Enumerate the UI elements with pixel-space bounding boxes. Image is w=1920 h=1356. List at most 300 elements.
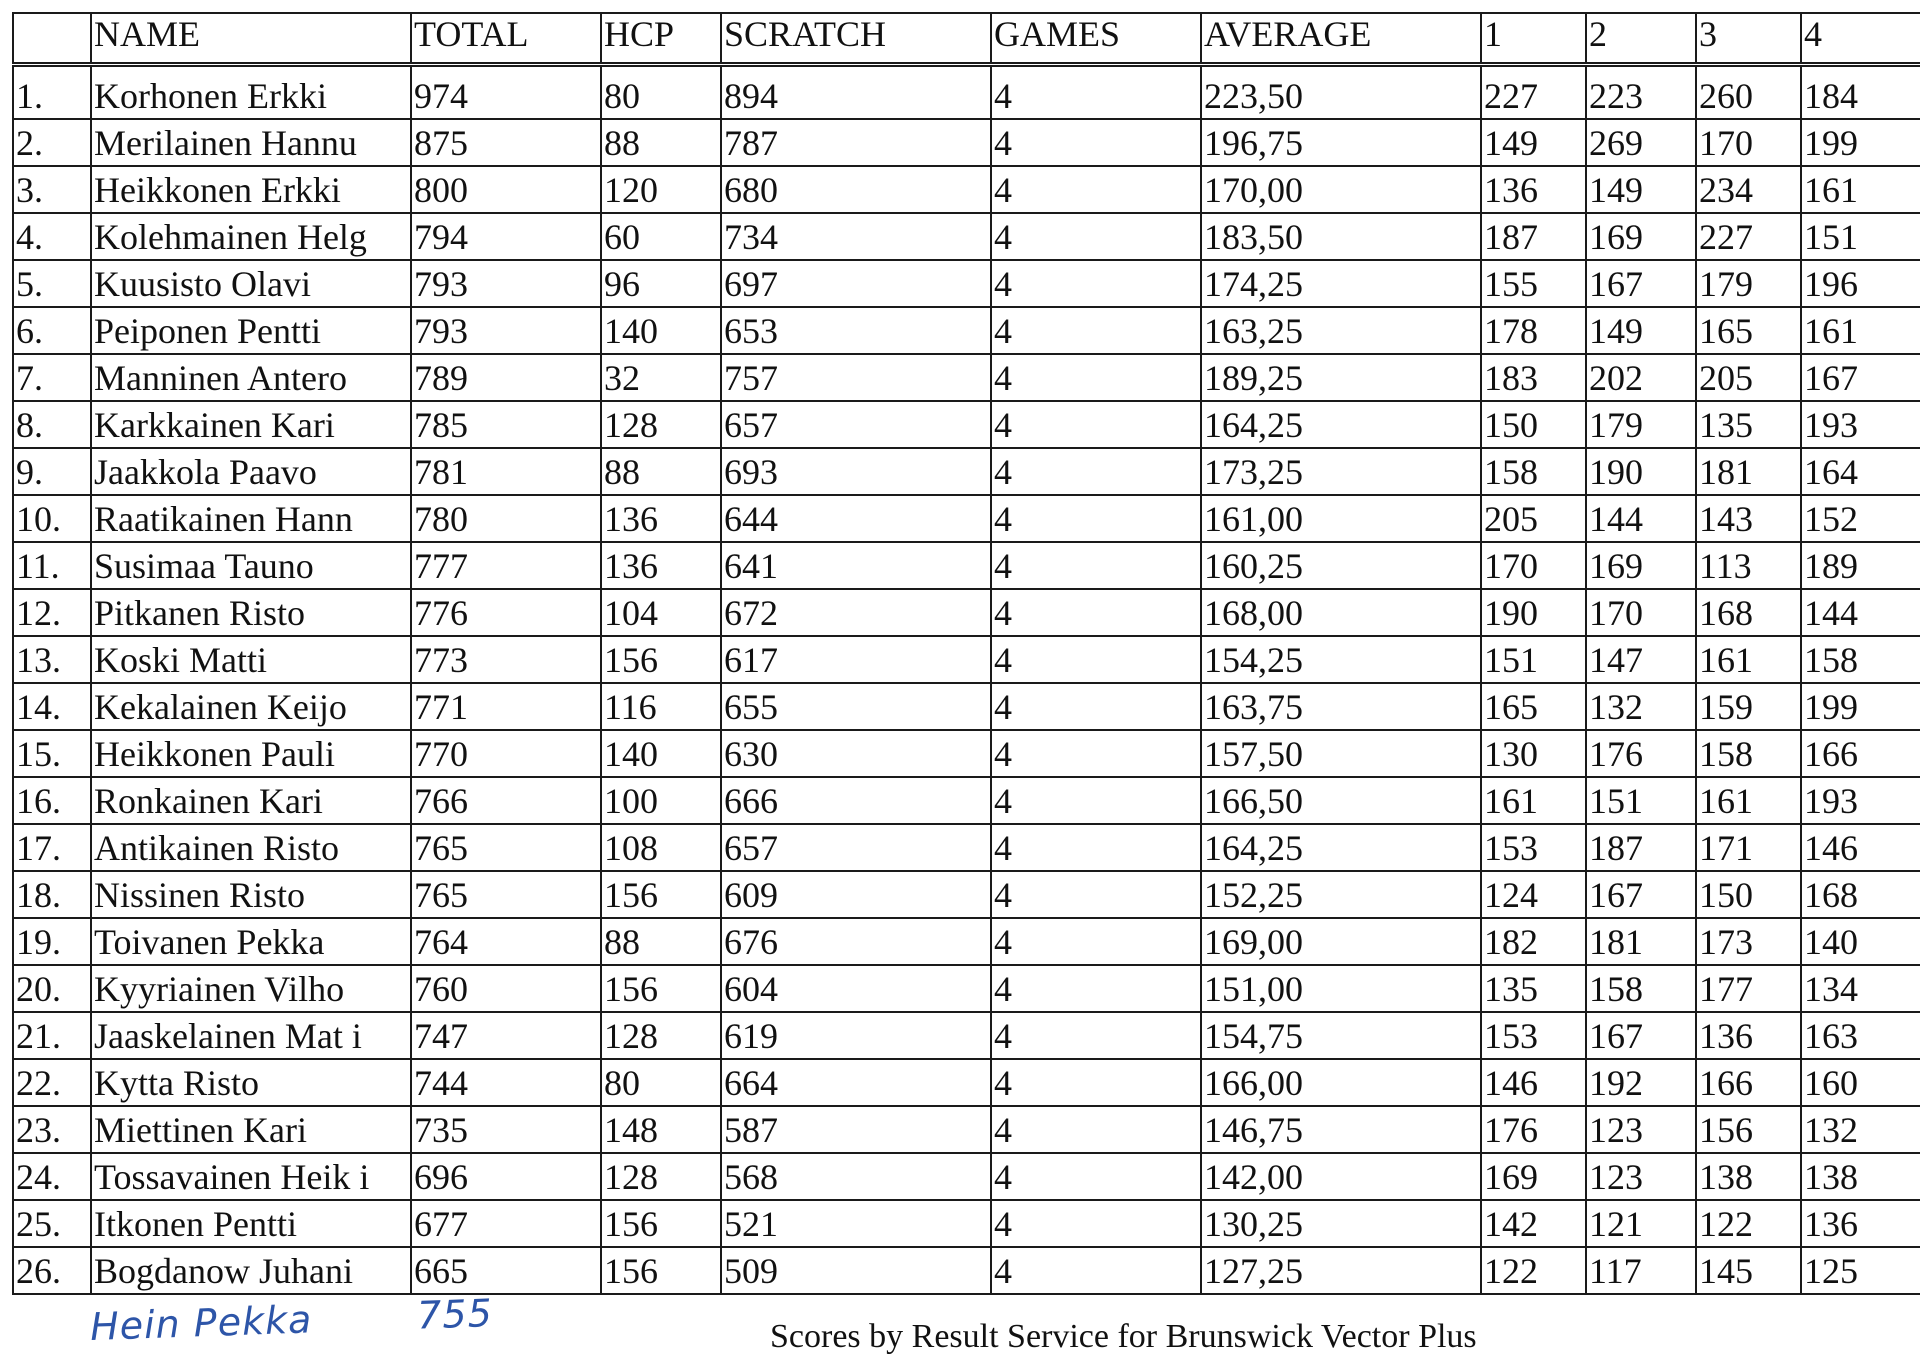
handwritten-name: Hein Pekka <box>89 1297 314 1350</box>
rank-cell: 19. <box>13 918 91 965</box>
table-row <box>13 213 1920 260</box>
game-4-cell: 184 <box>1801 65 1920 120</box>
hcp-cell: 88 <box>601 918 721 965</box>
game-2-cell: 169 <box>1586 542 1696 589</box>
results-body <box>13 65 1920 1295</box>
total-cell: 764 <box>411 918 601 965</box>
hcp-cell: 128 <box>601 401 721 448</box>
total-cell: 765 <box>411 824 601 871</box>
table-row <box>13 1200 1920 1247</box>
scratch-cell: 734 <box>721 213 991 260</box>
average-cell: 152,25 <box>1201 871 1481 918</box>
game-2-cell: 121 <box>1586 1200 1696 1247</box>
table-row <box>13 1059 1920 1106</box>
scratch-cell: 672 <box>721 589 991 636</box>
game-3-cell: 158 <box>1696 730 1801 777</box>
table-row <box>13 65 1920 120</box>
footer-text: Scores by Result Service for Brunswick Vector Plus <box>770 1318 1477 1355</box>
total-cell: 665 <box>411 1247 601 1294</box>
scratch-cell: 509 <box>721 1247 991 1294</box>
table-row <box>13 495 1920 542</box>
rank-cell: 11. <box>13 542 91 589</box>
table-row <box>13 119 1920 166</box>
scratch-cell: 619 <box>721 1012 991 1059</box>
rank-cell: 26. <box>13 1247 91 1294</box>
scratch-cell: 676 <box>721 918 991 965</box>
table-row <box>13 777 1920 824</box>
rank-cell: 22. <box>13 1059 91 1106</box>
game-1-cell: 124 <box>1481 871 1586 918</box>
hcp-cell: 136 <box>601 542 721 589</box>
game-2-cell: 147 <box>1586 636 1696 683</box>
game-1-cell: 165 <box>1481 683 1586 730</box>
game-3-cell: 150 <box>1696 871 1801 918</box>
scratch-cell: 757 <box>721 354 991 401</box>
games-cell: 4 <box>991 495 1201 542</box>
table-row <box>13 448 1920 495</box>
game-1-cell: 149 <box>1481 119 1586 166</box>
total-cell: 781 <box>411 448 601 495</box>
name-cell: Jaaskelainen Mat i <box>91 1012 411 1059</box>
scratch-cell: 644 <box>721 495 991 542</box>
col-header-game-2: 2 <box>1586 13 1696 65</box>
scratch-cell: 568 <box>721 1153 991 1200</box>
game-1-cell: 170 <box>1481 542 1586 589</box>
game-2-cell: 149 <box>1586 166 1696 213</box>
game-4-cell: 134 <box>1801 965 1920 1012</box>
hcp-cell: 128 <box>601 1153 721 1200</box>
name-cell: Manninen Antero <box>91 354 411 401</box>
table-row <box>13 542 1920 589</box>
games-cell: 4 <box>991 354 1201 401</box>
average-cell: 160,25 <box>1201 542 1481 589</box>
game-2-cell: 123 <box>1586 1106 1696 1153</box>
average-cell: 170,00 <box>1201 166 1481 213</box>
games-cell: 4 <box>991 589 1201 636</box>
game-4-cell: 199 <box>1801 683 1920 730</box>
scratch-cell: 664 <box>721 1059 991 1106</box>
game-1-cell: 153 <box>1481 1012 1586 1059</box>
rank-cell: 21. <box>13 1012 91 1059</box>
game-2-cell: 269 <box>1586 119 1696 166</box>
game-2-cell: 170 <box>1586 589 1696 636</box>
game-3-cell: 165 <box>1696 307 1801 354</box>
results-table <box>12 12 1920 1295</box>
games-cell: 4 <box>991 542 1201 589</box>
rank-cell: 20. <box>13 965 91 1012</box>
table-row <box>13 965 1920 1012</box>
average-cell: 157,50 <box>1201 730 1481 777</box>
name-cell: Antikainen Risto <box>91 824 411 871</box>
game-1-cell: 150 <box>1481 401 1586 448</box>
game-3-cell: 122 <box>1696 1200 1801 1247</box>
col-header-game-1: 1 <box>1481 13 1586 65</box>
scratch-cell: 657 <box>721 401 991 448</box>
hcp-cell: 116 <box>601 683 721 730</box>
game-3-cell: 260 <box>1696 65 1801 120</box>
game-4-cell: 160 <box>1801 1059 1920 1106</box>
games-cell: 4 <box>991 824 1201 871</box>
game-4-cell: 167 <box>1801 354 1920 401</box>
hcp-cell: 104 <box>601 589 721 636</box>
header-row <box>13 13 1920 65</box>
scratch-cell: 666 <box>721 777 991 824</box>
total-cell: 793 <box>411 307 601 354</box>
average-cell: 166,50 <box>1201 777 1481 824</box>
total-cell: 677 <box>411 1200 601 1247</box>
rank-cell: 5. <box>13 260 91 307</box>
game-3-cell: 138 <box>1696 1153 1801 1200</box>
table-row <box>13 1012 1920 1059</box>
average-cell: 183,50 <box>1201 213 1481 260</box>
game-4-cell: 163 <box>1801 1012 1920 1059</box>
table-row <box>13 1106 1920 1153</box>
name-cell: Kuusisto Olavi <box>91 260 411 307</box>
scratch-cell: 641 <box>721 542 991 589</box>
total-cell: 765 <box>411 871 601 918</box>
game-2-cell: 190 <box>1586 448 1696 495</box>
total-cell: 789 <box>411 354 601 401</box>
game-4-cell: 161 <box>1801 307 1920 354</box>
rank-cell: 23. <box>13 1106 91 1153</box>
game-2-cell: 117 <box>1586 1247 1696 1294</box>
rank-cell: 4. <box>13 213 91 260</box>
game-3-cell: 136 <box>1696 1012 1801 1059</box>
name-cell: Merilainen Hannu <box>91 119 411 166</box>
col-header-name: NAME <box>91 13 411 65</box>
total-cell: 794 <box>411 213 601 260</box>
table-row <box>13 1153 1920 1200</box>
game-4-cell: 168 <box>1801 871 1920 918</box>
average-cell: 173,25 <box>1201 448 1481 495</box>
col-header-average: AVERAGE <box>1201 13 1481 65</box>
rank-cell: 7. <box>13 354 91 401</box>
game-2-cell: 202 <box>1586 354 1696 401</box>
scratch-cell: 787 <box>721 119 991 166</box>
average-cell: 168,00 <box>1201 589 1481 636</box>
game-1-cell: 130 <box>1481 730 1586 777</box>
game-1-cell: 155 <box>1481 260 1586 307</box>
game-3-cell: 143 <box>1696 495 1801 542</box>
game-3-cell: 205 <box>1696 354 1801 401</box>
game-3-cell: 177 <box>1696 965 1801 1012</box>
rank-cell: 13. <box>13 636 91 683</box>
game-4-cell: 189 <box>1801 542 1920 589</box>
average-cell: 151,00 <box>1201 965 1481 1012</box>
name-cell: Ronkainen Kari <box>91 777 411 824</box>
games-cell: 4 <box>991 119 1201 166</box>
name-cell: Heikkonen Pauli <box>91 730 411 777</box>
average-cell: 130,25 <box>1201 1200 1481 1247</box>
rank-cell: 15. <box>13 730 91 777</box>
total-cell: 770 <box>411 730 601 777</box>
name-cell: Kytta Risto <box>91 1059 411 1106</box>
game-1-cell: 135 <box>1481 965 1586 1012</box>
game-1-cell: 151 <box>1481 636 1586 683</box>
scratch-cell: 653 <box>721 307 991 354</box>
game-2-cell: 132 <box>1586 683 1696 730</box>
rank-cell: 12. <box>13 589 91 636</box>
average-cell: 163,25 <box>1201 307 1481 354</box>
game-2-cell: 123 <box>1586 1153 1696 1200</box>
hcp-cell: 156 <box>601 871 721 918</box>
game-2-cell: 167 <box>1586 1012 1696 1059</box>
col-header-hcp: HCP <box>601 13 721 65</box>
games-cell: 4 <box>991 683 1201 730</box>
game-1-cell: 182 <box>1481 918 1586 965</box>
games-cell: 4 <box>991 1106 1201 1153</box>
scratch-cell: 587 <box>721 1106 991 1153</box>
rank-cell: 25. <box>13 1200 91 1247</box>
game-4-cell: 193 <box>1801 401 1920 448</box>
game-3-cell: 156 <box>1696 1106 1801 1153</box>
name-cell: Raatikainen Hann <box>91 495 411 542</box>
average-cell: 164,25 <box>1201 824 1481 871</box>
hcp-cell: 96 <box>601 260 721 307</box>
hcp-cell: 156 <box>601 636 721 683</box>
game-1-cell: 190 <box>1481 589 1586 636</box>
games-cell: 4 <box>991 871 1201 918</box>
col-header-game-4: 4 <box>1801 13 1920 65</box>
game-4-cell: 196 <box>1801 260 1920 307</box>
game-4-cell: 125 <box>1801 1247 1920 1294</box>
total-cell: 793 <box>411 260 601 307</box>
game-4-cell: 140 <box>1801 918 1920 965</box>
name-cell: Koski Matti <box>91 636 411 683</box>
average-cell: 169,00 <box>1201 918 1481 965</box>
total-cell: 776 <box>411 589 601 636</box>
game-4-cell: 138 <box>1801 1153 1920 1200</box>
game-3-cell: 173 <box>1696 918 1801 965</box>
games-cell: 4 <box>991 636 1201 683</box>
col-header-scratch: SCRATCH <box>721 13 991 65</box>
game-3-cell: 181 <box>1696 448 1801 495</box>
hcp-cell: 32 <box>601 354 721 401</box>
rank-cell: 14. <box>13 683 91 730</box>
total-cell: 780 <box>411 495 601 542</box>
total-cell: 771 <box>411 683 601 730</box>
average-cell: 164,25 <box>1201 401 1481 448</box>
hcp-cell: 148 <box>601 1106 721 1153</box>
game-3-cell: 227 <box>1696 213 1801 260</box>
game-3-cell: 135 <box>1696 401 1801 448</box>
game-2-cell: 187 <box>1586 824 1696 871</box>
game-3-cell: 161 <box>1696 777 1801 824</box>
scratch-cell: 655 <box>721 683 991 730</box>
game-1-cell: 169 <box>1481 1153 1586 1200</box>
game-2-cell: 176 <box>1586 730 1696 777</box>
game-2-cell: 149 <box>1586 307 1696 354</box>
games-cell: 4 <box>991 918 1201 965</box>
games-cell: 4 <box>991 213 1201 260</box>
rank-cell: 17. <box>13 824 91 871</box>
game-2-cell: 151 <box>1586 777 1696 824</box>
game-4-cell: 158 <box>1801 636 1920 683</box>
game-1-cell: 187 <box>1481 213 1586 260</box>
name-cell: Pitkanen Risto <box>91 589 411 636</box>
hcp-cell: 80 <box>601 65 721 120</box>
game-1-cell: 122 <box>1481 1247 1586 1294</box>
game-4-cell: 199 <box>1801 119 1920 166</box>
name-cell: Itkonen Pentti <box>91 1200 411 1247</box>
scratch-cell: 521 <box>721 1200 991 1247</box>
scratch-cell: 630 <box>721 730 991 777</box>
scratch-cell: 609 <box>721 871 991 918</box>
scratch-cell: 693 <box>721 448 991 495</box>
total-cell: 800 <box>411 166 601 213</box>
hcp-cell: 156 <box>601 1247 721 1294</box>
name-cell: Miettinen Kari <box>91 1106 411 1153</box>
game-2-cell: 169 <box>1586 213 1696 260</box>
games-cell: 4 <box>991 1247 1201 1294</box>
rank-cell: 9. <box>13 448 91 495</box>
average-cell: 154,25 <box>1201 636 1481 683</box>
hcp-cell: 60 <box>601 213 721 260</box>
table-row <box>13 918 1920 965</box>
game-1-cell: 142 <box>1481 1200 1586 1247</box>
col-header-games: GAMES <box>991 13 1201 65</box>
total-cell: 773 <box>411 636 601 683</box>
name-cell: Bogdanow Juhani <box>91 1247 411 1294</box>
name-cell: Karkkainen Kari <box>91 401 411 448</box>
name-cell: Tossavainen Heik i <box>91 1153 411 1200</box>
game-4-cell: 161 <box>1801 166 1920 213</box>
game-3-cell: 179 <box>1696 260 1801 307</box>
game-1-cell: 153 <box>1481 824 1586 871</box>
hcp-cell: 88 <box>601 448 721 495</box>
rank-cell: 6. <box>13 307 91 354</box>
table-row <box>13 1247 1920 1294</box>
rank-cell: 1. <box>13 65 91 120</box>
average-cell: 161,00 <box>1201 495 1481 542</box>
table-row <box>13 354 1920 401</box>
game-3-cell: 161 <box>1696 636 1801 683</box>
table-row <box>13 166 1920 213</box>
rank-cell: 16. <box>13 777 91 824</box>
total-cell: 974 <box>411 65 601 120</box>
scratch-cell: 617 <box>721 636 991 683</box>
table-row <box>13 683 1920 730</box>
games-cell: 4 <box>991 777 1201 824</box>
game-3-cell: 159 <box>1696 683 1801 730</box>
handwritten-score: 755 <box>416 1290 494 1338</box>
average-cell: 189,25 <box>1201 354 1481 401</box>
hcp-cell: 88 <box>601 119 721 166</box>
games-cell: 4 <box>991 260 1201 307</box>
games-cell: 4 <box>991 448 1201 495</box>
name-cell: Susimaa Tauno <box>91 542 411 589</box>
rank-cell: 2. <box>13 119 91 166</box>
average-cell: 223,50 <box>1201 65 1481 120</box>
total-cell: 747 <box>411 1012 601 1059</box>
table-row <box>13 307 1920 354</box>
table-row <box>13 260 1920 307</box>
game-2-cell: 158 <box>1586 965 1696 1012</box>
game-3-cell: 166 <box>1696 1059 1801 1106</box>
average-cell: 142,00 <box>1201 1153 1481 1200</box>
game-1-cell: 205 <box>1481 495 1586 542</box>
total-cell: 766 <box>411 777 601 824</box>
scratch-cell: 604 <box>721 965 991 1012</box>
rank-cell: 18. <box>13 871 91 918</box>
total-cell: 744 <box>411 1059 601 1106</box>
total-cell: 785 <box>411 401 601 448</box>
game-2-cell: 181 <box>1586 918 1696 965</box>
name-cell: Kyyriainen Vilho <box>91 965 411 1012</box>
game-4-cell: 132 <box>1801 1106 1920 1153</box>
name-cell: Peiponen Pentti <box>91 307 411 354</box>
average-cell: 166,00 <box>1201 1059 1481 1106</box>
game-2-cell: 192 <box>1586 1059 1696 1106</box>
table-row <box>13 401 1920 448</box>
hcp-cell: 140 <box>601 307 721 354</box>
games-cell: 4 <box>991 65 1201 120</box>
col-header-total: TOTAL <box>411 13 601 65</box>
scratch-cell: 697 <box>721 260 991 307</box>
game-3-cell: 113 <box>1696 542 1801 589</box>
game-2-cell: 144 <box>1586 495 1696 542</box>
game-2-cell: 167 <box>1586 260 1696 307</box>
game-1-cell: 146 <box>1481 1059 1586 1106</box>
rank-cell: 10. <box>13 495 91 542</box>
game-4-cell: 193 <box>1801 777 1920 824</box>
games-cell: 4 <box>991 1059 1201 1106</box>
game-3-cell: 234 <box>1696 166 1801 213</box>
game-4-cell: 166 <box>1801 730 1920 777</box>
total-cell: 875 <box>411 119 601 166</box>
hcp-cell: 120 <box>601 166 721 213</box>
handwritten-note <box>89 1291 493 1349</box>
hcp-cell: 80 <box>601 1059 721 1106</box>
name-cell: Korhonen Erkki <box>91 65 411 120</box>
game-4-cell: 144 <box>1801 589 1920 636</box>
game-1-cell: 176 <box>1481 1106 1586 1153</box>
table-row <box>13 636 1920 683</box>
hcp-cell: 128 <box>601 1012 721 1059</box>
game-4-cell: 146 <box>1801 824 1920 871</box>
game-1-cell: 136 <box>1481 166 1586 213</box>
name-cell: Jaakkola Paavo <box>91 448 411 495</box>
game-2-cell: 179 <box>1586 401 1696 448</box>
game-4-cell: 164 <box>1801 448 1920 495</box>
game-4-cell: 152 <box>1801 495 1920 542</box>
games-cell: 4 <box>991 1012 1201 1059</box>
scratch-cell: 657 <box>721 824 991 871</box>
games-cell: 4 <box>991 730 1201 777</box>
name-cell: Kolehmainen Helg <box>91 213 411 260</box>
games-cell: 4 <box>991 965 1201 1012</box>
col-header-game-3: 3 <box>1696 13 1801 65</box>
rank-cell: 8. <box>13 401 91 448</box>
scratch-cell: 894 <box>721 65 991 120</box>
average-cell: 154,75 <box>1201 1012 1481 1059</box>
total-cell: 735 <box>411 1106 601 1153</box>
game-2-cell: 223 <box>1586 65 1696 120</box>
game-1-cell: 227 <box>1481 65 1586 120</box>
scratch-cell: 680 <box>721 166 991 213</box>
table-row <box>13 824 1920 871</box>
name-cell: Nissinen Risto <box>91 871 411 918</box>
games-cell: 4 <box>991 1153 1201 1200</box>
game-2-cell: 167 <box>1586 871 1696 918</box>
hcp-cell: 136 <box>601 495 721 542</box>
table-row <box>13 871 1920 918</box>
game-4-cell: 136 <box>1801 1200 1920 1247</box>
average-cell: 127,25 <box>1201 1247 1481 1294</box>
hcp-cell: 140 <box>601 730 721 777</box>
game-4-cell: 151 <box>1801 213 1920 260</box>
game-3-cell: 170 <box>1696 119 1801 166</box>
